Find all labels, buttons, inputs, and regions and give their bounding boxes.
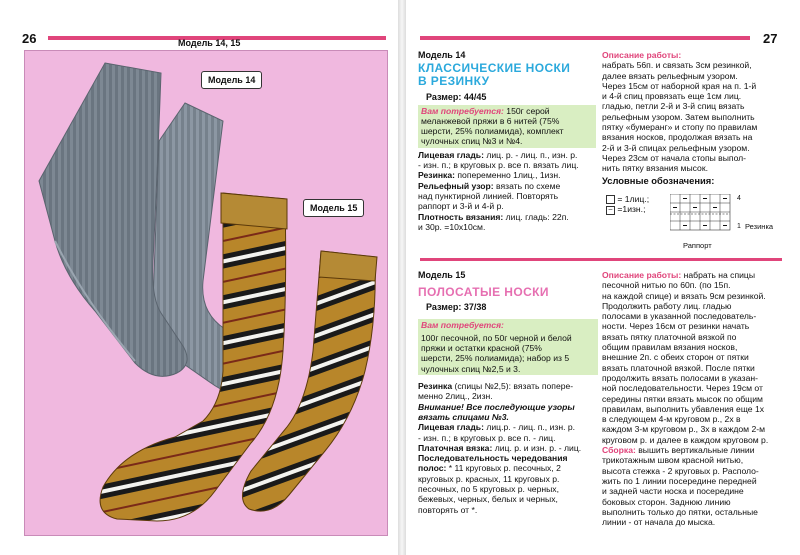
spec-label: Лицевая гладь: bbox=[418, 149, 484, 160]
work-line: на каждой спице) и вязать 9см резинкой. bbox=[602, 290, 766, 301]
model15-attention: Внимание! Все последующие узоры bbox=[418, 401, 575, 412]
spec-text: и 30р. =10х10см. bbox=[418, 221, 486, 232]
model15-assembly-first bbox=[602, 445, 784, 455]
section-divider bbox=[420, 258, 782, 261]
page-number-left: 26 bbox=[22, 31, 37, 46]
work-first-text: набрать на спицы bbox=[683, 270, 756, 280]
assembly-line: жить по 1 линии посередине передней bbox=[602, 475, 757, 486]
model14-work-line: Через 15см от наборной края на п. 1-й bbox=[602, 80, 757, 91]
model15-work-head: Описание работы: bbox=[602, 270, 682, 280]
model15-seq bbox=[418, 463, 598, 473]
work-line: каждом 3-м круговом р., 3х в каждом 2-м bbox=[602, 424, 765, 435]
plat-text: лиц. р. и изн. р. - лиц. bbox=[494, 442, 582, 453]
glad-label: Лицевая гладь: bbox=[418, 422, 484, 433]
work-line: круговом р. и далее в каждом круговом р. bbox=[602, 434, 769, 445]
socks-illustration bbox=[25, 51, 387, 535]
work-line: общим правилам вязания носков, bbox=[602, 342, 738, 353]
model14-work-line: Через 23см от начала стопы выпол- bbox=[602, 152, 747, 163]
work-line: правилам, выполнить убавления еще 1х bbox=[602, 403, 765, 414]
work-line: продолжить вязать полосами в указан- bbox=[602, 372, 758, 383]
model14-work-line: пятку «бумеранг» и стопу по правилам bbox=[602, 122, 758, 133]
spec-text: вязать по схеме bbox=[496, 180, 561, 191]
assembly-first-text: вышить вертикальные линии bbox=[638, 445, 755, 456]
seq-label: Последовательность чередования bbox=[418, 453, 568, 464]
seq-line: * 11 круговых р. песочных, 2 bbox=[448, 463, 561, 474]
model14-work-line: гладью, петли 2-й и 3-й спиц вязать bbox=[602, 101, 745, 112]
assembly-line: линии - от начала до мыска. bbox=[602, 517, 716, 528]
model15-need-line: 100г песочной, по 50г черной и белой bbox=[421, 332, 572, 343]
model15-column bbox=[418, 270, 598, 515]
model14-need-line: шерсти, 25% полиамида), комплект bbox=[421, 126, 564, 137]
model14-title-line1: КЛАССИЧЕСКИЕ НОСКИ bbox=[418, 61, 571, 76]
assembly-head: Сборка: bbox=[602, 445, 636, 456]
model15-label: Модель 15 bbox=[418, 270, 466, 280]
model14-need-line: чулочных спиц №3 и №4. bbox=[421, 136, 523, 147]
model14-work-column bbox=[602, 50, 782, 186]
chart-row-4: 4 bbox=[737, 195, 741, 202]
model14-spec bbox=[418, 170, 596, 180]
assembly-line: и задней части носка и посередине bbox=[602, 486, 744, 497]
page-gutter bbox=[398, 0, 406, 555]
assembly-line: трикотажным швом красной нитью, bbox=[602, 455, 744, 466]
model14-materials bbox=[418, 105, 596, 148]
work-line: вязать пятку платочной вязкой по bbox=[602, 331, 737, 342]
model15-rib bbox=[418, 381, 598, 402]
work-line: полосами в указанной последователь- bbox=[602, 311, 757, 322]
model14-work-line: 2-й и 3-й спицах рельефным узором. bbox=[602, 142, 750, 153]
spec-text: раппорт и 3-й и 4-й р. bbox=[418, 201, 504, 212]
tag-model-15: Модель 15 bbox=[303, 199, 364, 217]
model14-title-line2: В РЕЗИНКУ bbox=[418, 74, 490, 89]
dash-cell-icon: – bbox=[606, 206, 615, 215]
model15-glad bbox=[418, 422, 598, 443]
empty-cell-icon bbox=[606, 195, 615, 204]
model14-spec bbox=[418, 212, 596, 233]
model15-title: ПОЛОСАТЫЕ НОСКИ bbox=[418, 285, 549, 300]
left-header-title: Модель 14, 15 bbox=[178, 38, 241, 48]
legend-head: Условные обозначения: bbox=[602, 174, 715, 186]
model14-spec bbox=[418, 150, 596, 171]
model15-plat bbox=[418, 443, 598, 453]
seq-line: повторять от *. bbox=[418, 504, 478, 515]
spec-text: попеременно 1лиц., 1изн. bbox=[457, 170, 561, 181]
model15-need-line: шерсти, 25% полиамида); набор из 5 bbox=[421, 353, 570, 364]
seq-line: песочных, по 5 круговых р. черных, bbox=[418, 484, 559, 495]
spec-text: лиц. р. - лиц. п., изн. р. bbox=[486, 149, 578, 160]
model14-need-line: 150г серой bbox=[506, 105, 550, 116]
chart-rapport-label: Раппорт bbox=[683, 241, 712, 250]
spec-label: Плотность вязания: bbox=[418, 211, 504, 222]
seq-line: круговых р. красных, 11 круговых р. bbox=[418, 473, 560, 484]
socks-photo bbox=[24, 50, 388, 536]
work-line: ности. Через 16см от резинки начать bbox=[602, 321, 750, 332]
chart-row-1: 1 bbox=[737, 223, 741, 230]
legend-item-knit bbox=[606, 194, 676, 204]
spec-text: - изн. п.; в круговых р. все п. вязать лиц. bbox=[418, 160, 579, 171]
model15-materials bbox=[418, 319, 598, 375]
work-line: песочной нитью по 60п. (по 15п. bbox=[602, 280, 731, 291]
seq-label2: полос: bbox=[418, 463, 447, 474]
work-line: внешние 2п. с обеих сторон от пятки bbox=[602, 352, 749, 363]
plat-label: Платочная вязка: bbox=[418, 442, 493, 453]
tag-model-14: Модель 14 bbox=[201, 71, 262, 89]
assembly-line: выполнить только до пятки, остальные bbox=[602, 506, 758, 517]
work-line: Продолжить работу лиц. гладью bbox=[602, 300, 732, 311]
model14-size: Размер: 44/45 bbox=[426, 92, 487, 103]
model15-need-label: Вам потребуется: bbox=[421, 319, 504, 330]
model14-work-head: Описание работы: bbox=[602, 50, 682, 60]
work-line: ной последовательности. Через 19см от bbox=[602, 383, 763, 394]
model15-work-first bbox=[602, 270, 784, 280]
work-line: середины пятки вязать мысок по общим bbox=[602, 393, 763, 404]
work-line: в следующем 4-м круговом р., 2х в bbox=[602, 414, 741, 425]
glad-text: лиц.р. - лиц. п., изн. р. bbox=[486, 422, 576, 433]
model15-size: Размер: 37/38 bbox=[426, 302, 487, 313]
model14-work-line: далее вязать рельефным узором. bbox=[602, 70, 738, 81]
model14-work-line: вязания носков, продолжая вязать на bbox=[602, 132, 753, 143]
spec-text: лиц. гладь: 22п. bbox=[505, 211, 569, 222]
model14-work-line: рельефным узором. Затем выполнить bbox=[602, 111, 755, 122]
rib-label: Резинка bbox=[418, 381, 453, 392]
model14-work-line: и 4-й спиц провязать еще 1см лиц. bbox=[602, 91, 742, 102]
assembly-line: высота стежка - 2 круговых р. Располо- bbox=[602, 465, 759, 476]
legend-item-purl bbox=[606, 204, 676, 214]
legend-knit-text: = 1лиц.; bbox=[617, 194, 650, 204]
model14-work-line: нить пятку вязания мысок. bbox=[602, 163, 708, 174]
spec-label: Резинка: bbox=[418, 170, 455, 181]
model14-need-line: меланжевой пряжи в 6 нитей (75% bbox=[421, 115, 560, 126]
model14-need-label: Вам потребуется: bbox=[421, 105, 504, 116]
model14-spec bbox=[418, 181, 596, 212]
model15-need-line: чулочных спиц №2,5 и 3. bbox=[421, 363, 521, 374]
pattern-chart bbox=[670, 194, 736, 238]
spec-label: Рельефный узор: bbox=[418, 180, 494, 191]
model14-label: Модель 14 bbox=[418, 50, 466, 60]
seq-line: бежевых, черных, белых и черных, bbox=[418, 494, 558, 505]
page-number-right: 27 bbox=[763, 31, 778, 46]
model14-column bbox=[418, 50, 596, 232]
rib-text: (спицы №2,5): вязать попере- bbox=[454, 381, 574, 392]
header-rule-right bbox=[420, 36, 750, 40]
glad-text: - изн. п.; в круговых р. все п. - лиц. bbox=[418, 432, 556, 443]
model15-need-line: пряжи и остатки красной (75% bbox=[421, 343, 542, 354]
work-line: вязать платочной вязкой. После пятки bbox=[602, 362, 755, 373]
rib-text: менно 2лиц., 2изн. bbox=[418, 391, 493, 402]
model14-work-line: набрать 56п. и связать 3см резинкой, bbox=[602, 60, 752, 71]
spec-text: над пунктирной линией. Повторять bbox=[418, 190, 559, 201]
assembly-line: боковых сторон. Заднюю линию bbox=[602, 496, 731, 507]
model15-attention2: вязать спицами №3. bbox=[418, 411, 509, 422]
legend bbox=[606, 194, 676, 215]
model15-work-column bbox=[602, 270, 784, 527]
legend-purl-text: =1изн.; bbox=[617, 204, 646, 215]
chart-rezinka-label: Резинка bbox=[745, 222, 774, 231]
